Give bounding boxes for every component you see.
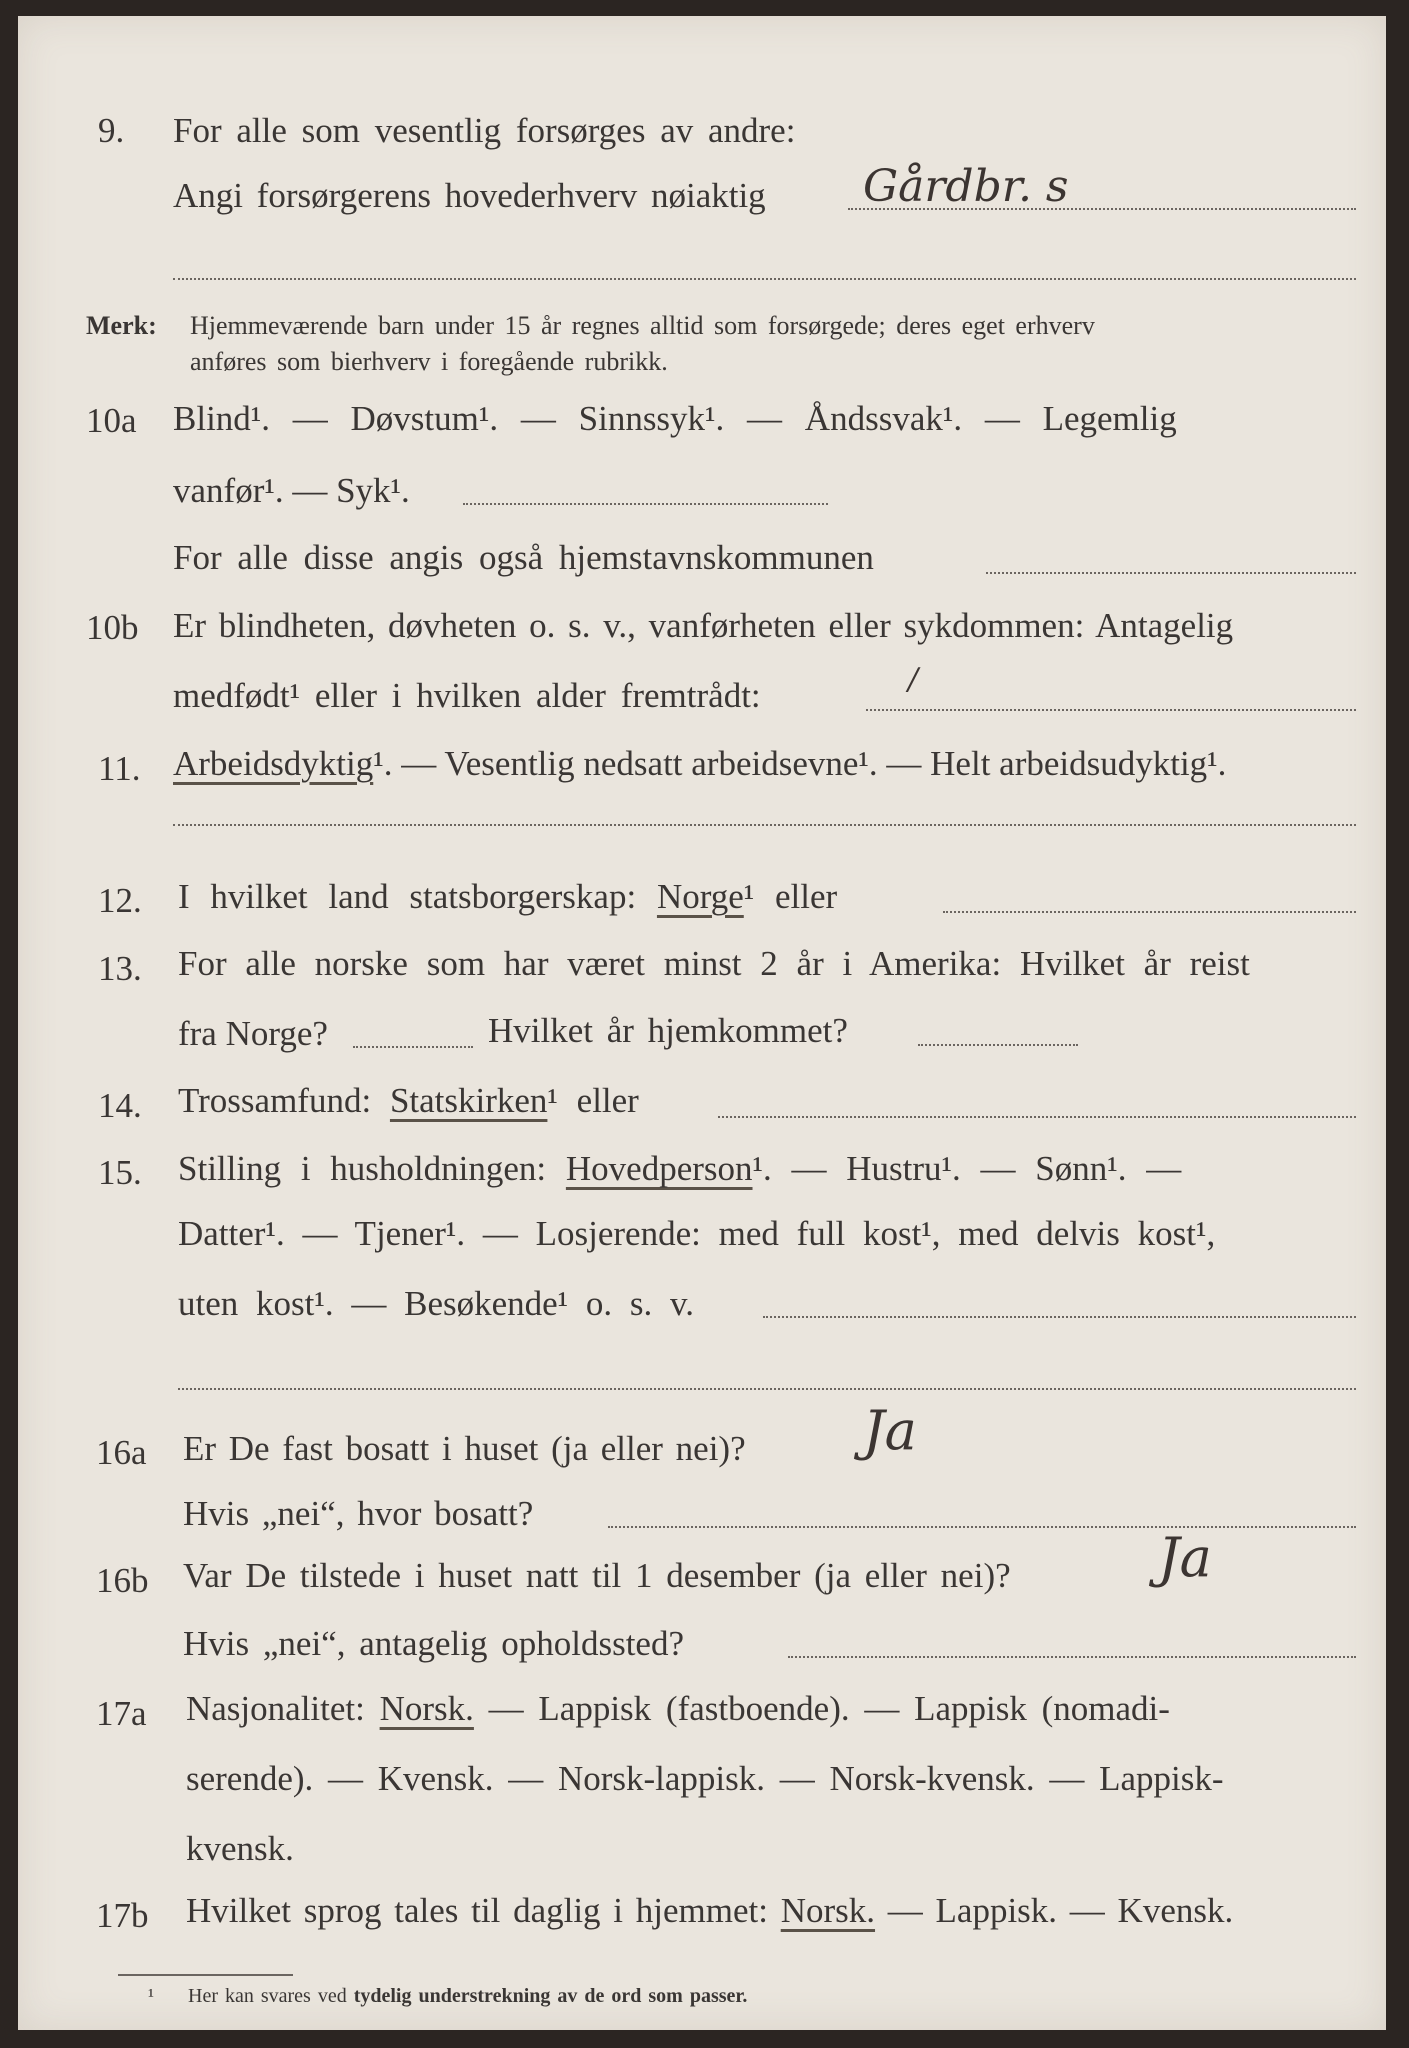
answer-line — [918, 1044, 1078, 1046]
underlined-option: Norsk. — [379, 1689, 474, 1728]
question-text: Stilling i husholdningen: Hovedperson¹. — Hustru¹. — Sønn¹. — — [178, 1149, 1182, 1188]
question-text: I hvilket land statsborgerskap: Norge¹ eller — [178, 877, 838, 916]
note-text: Hjemmeværende barn under 15 år regnes alltid som forsørgede; deres eget erhverv — [190, 311, 1095, 340]
underlined-option: Statskirken — [389, 1081, 548, 1120]
answer-line — [173, 824, 1356, 826]
question-text: Var De tilstede i huset natt til 1 desember (ja eller nei)? — [183, 1556, 1011, 1595]
underlined-option: Norge — [656, 877, 744, 916]
answer-line — [353, 1046, 473, 1048]
question-text: For alle disse angis også hjemstavnskommunen — [173, 538, 874, 577]
question-text: Hvilket år hjemkommet? — [488, 1011, 848, 1050]
answer-line — [943, 911, 1356, 913]
answer-line — [173, 278, 1356, 280]
question-text: Hvilket sprog tales til daglig i hjemmet: Norsk. — Lappisk. — Kvensk. — [186, 1891, 1234, 1930]
answer-line — [718, 1116, 1356, 1118]
handwritten-answer: Ja — [863, 1399, 917, 1462]
question-text: For alle som vesentlig forsørges av andre: — [173, 111, 796, 150]
underlined-option: Arbeidsdyktig — [173, 744, 374, 783]
question-text: Datter¹. — Tjener¹. — Losjerende: med full kost¹, med delvis kost¹, — [178, 1214, 1216, 1253]
underlined-option: Norsk. — [780, 1891, 876, 1930]
question-number: 13. — [98, 949, 142, 988]
question-text: vanfør¹. — Syk¹. — [173, 471, 410, 510]
footnote-mark: ¹ — [148, 1985, 154, 2007]
handwritten-answer: / — [908, 662, 919, 697]
question-number: 10b — [86, 608, 139, 647]
answer-line — [608, 1526, 1356, 1528]
question-text: Arbeidsdyktig¹. — Vesentlig nedsatt arbeidsevne¹. — Helt arbeidsudyktig¹. — [173, 744, 1227, 783]
question-text: Hvis „nei“, hvor bosatt? — [183, 1494, 534, 1533]
question-text: Angi forsørgerens hovederhverv nøiaktig — [173, 176, 766, 215]
note-text: anføres som bierhverv i foregående rubrikk. — [190, 347, 668, 376]
answer-line — [986, 572, 1356, 574]
footnote-text: Her kan svares ved tydelig understrekning av de ord som passer. — [188, 1985, 748, 2007]
question-number: 9. — [98, 111, 125, 150]
question-text: For alle norske som har været minst 2 år i Amerika: Hvilket år reist — [178, 944, 1250, 983]
question-text: Blind¹. — Døvstum¹. — Sinnssyk¹. — Åndssvak¹. — Legemlig — [173, 399, 1177, 438]
question-number: 12. — [98, 881, 142, 920]
question-text: Trossamfund: Statskirken¹ eller — [178, 1081, 639, 1120]
question-text: serende). — Kvensk. — Norsk-lappisk. — Norsk-kvensk. — Lappisk- — [186, 1759, 1224, 1798]
question-text: uten kost¹. — Besøkende¹ o. s. v. — [178, 1284, 695, 1323]
question-number: 11. — [98, 749, 141, 788]
answer-line — [788, 1656, 1356, 1658]
underlined-option: Hovedperson — [565, 1149, 753, 1188]
handwritten-answer: Gårdbr. s — [863, 161, 1069, 212]
question-text: kvensk. — [186, 1829, 294, 1868]
question-text: Er blindheten, døvheten o. s. v., vanførheten eller sykdommen: Antagelig — [173, 606, 1234, 645]
answer-line — [463, 503, 828, 505]
answer-line — [866, 709, 1356, 711]
answer-line — [178, 1388, 1356, 1390]
question-number: 15. — [98, 1153, 142, 1192]
question-text: Hvis „nei“, antagelig opholdssted? — [183, 1624, 684, 1663]
footnote-rule — [118, 1974, 293, 1976]
question-text: medfødt¹ eller i hvilken alder fremtrådt: — [173, 676, 761, 715]
question-number: 17a — [96, 1694, 147, 1733]
note-label: Merk: — [86, 311, 157, 340]
question-number: 16b — [96, 1561, 149, 1600]
question-number: 17b — [96, 1896, 149, 1935]
question-text: Nasjonalitet: Norsk. — Lappisk (fastboende). — Lappisk (nomadi- — [186, 1689, 1170, 1728]
handwritten-answer: Ja — [1158, 1526, 1212, 1589]
question-number: 10a — [86, 401, 137, 440]
census-form-page — [18, 16, 1386, 2030]
answer-line — [763, 1316, 1356, 1318]
question-number: 14. — [98, 1086, 142, 1125]
question-text: fra Norge? — [178, 1014, 328, 1053]
question-number: 16a — [96, 1433, 147, 1472]
question-text: Er De fast bosatt i huset (ja eller nei)? — [183, 1429, 746, 1468]
